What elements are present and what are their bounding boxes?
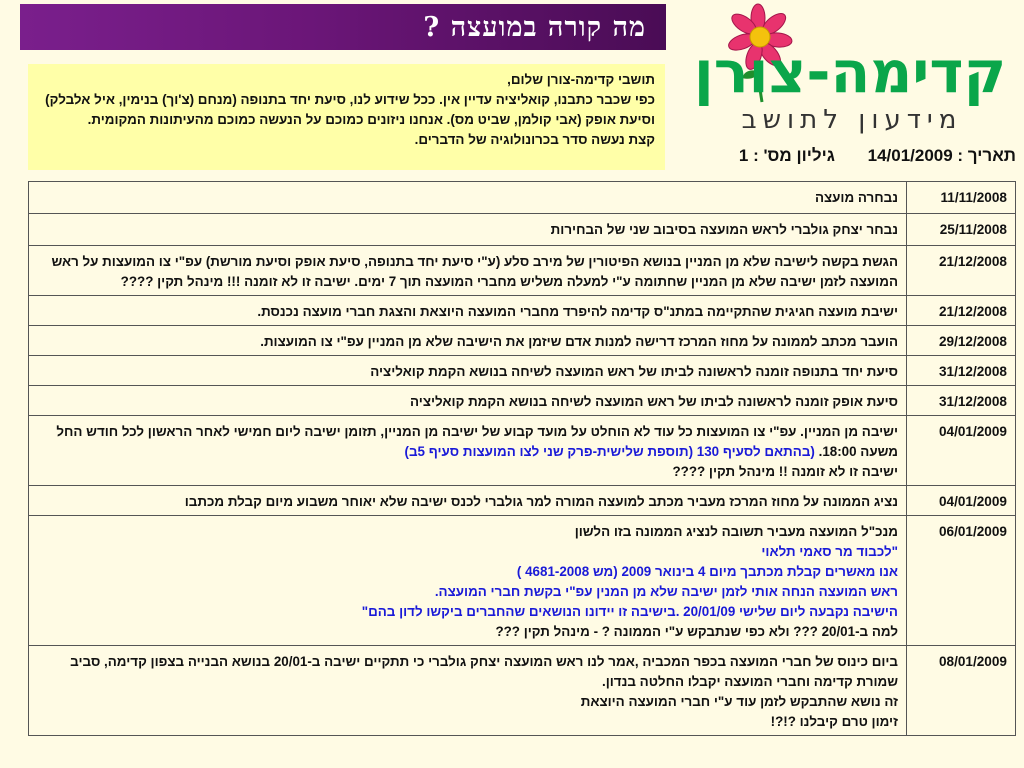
issue-number: גיליון מס' : 1 [738, 146, 835, 165]
row-description [29, 646, 907, 736]
row-text-line: זימון טרם קיבלנו ?!?! [770, 714, 898, 729]
table-row [29, 416, 1016, 486]
row-text-line: אנו מאשרים קבלת מכתבך מיום 4 בינואר 2009 (מש 4681-2008 ) [516, 564, 898, 579]
table-row [29, 246, 1016, 296]
row-date: 11/11/2008 [907, 182, 1016, 214]
row-description [29, 296, 907, 326]
row-text-line: סיעת אופק זומנה לראשונה לביתו של ראש המועצה לשיחה בנושא הקמת קואליציה [410, 394, 898, 409]
logo-subtitle: מידעון לתושב [741, 105, 963, 135]
row-date: 21/12/2008 [907, 246, 1016, 296]
row-description [29, 356, 907, 386]
row-text-line: הועבר מכתב לממונה על מחוז המרכז דרישה למנות אדם שיזמן את הישיבה שלא מן המניין עפ"י צו המועצות. [260, 334, 898, 349]
timeline-table [28, 181, 1016, 736]
row-description [29, 182, 907, 214]
row-date: 29/12/2008 [907, 326, 1016, 356]
row-date: 25/11/2008 [907, 214, 1016, 246]
table-row [29, 214, 1016, 246]
row-description [29, 246, 907, 296]
row-date: 06/01/2009 [907, 516, 1016, 646]
table-row [29, 326, 1016, 356]
intro-line: כפי שכבר כתבנו, קואליציה עדיין אין. ככל שידוע לנו, סיעת יחד בתנופה (מנחם (צ'וך) בנימין, איל אלבלק) וסיעת אופק (אבי קולמן, שביט מס). אנחנו ניזונים כמוכם על הנעשה כמוכם מהעיתונות המקומית. [45, 92, 655, 127]
row-description [29, 516, 907, 646]
logo-name: קדימה-צורן [693, 38, 1007, 106]
intro-box [28, 64, 665, 170]
table-row [29, 296, 1016, 326]
table-row [29, 486, 1016, 516]
row-text-line: הישיבה נקבעה ליום שלישי 20/01/09 .בישיבה זו יידונו הנושאים שהחברים ביקשו לדון בהם" [361, 604, 898, 619]
table-row [29, 516, 1016, 646]
table-row [29, 182, 1016, 214]
row-description [29, 486, 907, 516]
page-title-bar [20, 4, 666, 50]
row-text-line: "לכבוד מר סאמי תלאוי [761, 544, 898, 559]
row-date: 21/12/2008 [907, 296, 1016, 326]
row-text-line: למה ב-20/01 ??? ולא כפי שנתבקש ע"י הממונה ? - מינהל תקין ??? [495, 624, 898, 639]
row-text-line: ישיבת מועצה חגיגית שהתקיימה במתנ"ס קדימה להיפרד מחברי המועצה היוצאת והצגת חברי מועצה נכנסת. [257, 304, 898, 319]
table-row [29, 386, 1016, 416]
row-date: 31/12/2008 [907, 356, 1016, 386]
row-text-line: הגשת בקשה לישיבה שלא מן המניין בנושא הפיטורין של מירב סלע (ע"י סיעת יחד בתנופה, סיעת אופק וסיעת מורשת) עפ"י צו המועצות על ראש המועצה לזמן ישיבה שלא מן המניין שחתומה ע"י למעלה משליש מחברי המועצה תוך 7 ימים. ישיבה זו לא זומנה !!! מינהל תקין ???? [51, 254, 898, 289]
row-text-line: ישיבה זו לא זומנה !! מינהל תקין ???? [672, 464, 898, 479]
intro-line: קצת נעשה סדר בכרונולוגיה של הדברים. [414, 132, 655, 147]
row-date: 04/01/2009 [907, 486, 1016, 516]
row-text-line: נבחר יצחק גולברי לראש המועצה בסיבוב שני של הבחירות [550, 222, 898, 237]
row-text-line: ראש המועצה הנחה אותי לזמן ישיבה שלא מן המנין עפ"י בקשת חברי המועצה. [434, 584, 898, 599]
row-text-line: סיעת יחד בתנופה זומנה לראשונה לביתו של ראש המועצה לשיחה בנושא הקמת קואליציה [370, 364, 898, 379]
intro-line: תושבי קדימה-צורן שלום, [507, 72, 655, 87]
row-text-line: זה נושא שהתבקש לזמן עוד ע"י חברי המועצה היוצאת [580, 694, 898, 709]
logo [680, 2, 1020, 140]
table-row [29, 646, 1016, 736]
row-text-line: נציג הממונה על מחוז המרכז מעביר מכתב למועצה המורה למר גולברי לכנס ישיבה שלא יאוחר משבוע מיום קבלת מכתבו [184, 494, 898, 509]
row-text-line: ביום כינוס של חברי המועצה בכפר המכביה ,אמר לנו ראש המועצה יצחק גולברי כי תתקיים ישיבה ב-20/01 בנושא הבנייה בצפון קדימה, סביב שמורת קדימה וחברי המועצה יקבלו החלטה בנדון. [70, 654, 898, 689]
row-date: 08/01/2009 [907, 646, 1016, 736]
row-text-line: מנכ"ל המועצה מעביר תשובה לנציג הממונה בזו הלשון [574, 524, 898, 539]
row-text-line: ישיבה מן המניין. עפ"י צו המועצות כל עוד לא הוחלט על מועד קבוע של ישיבה מן המניין, תזומן ישיבה ליום חמישי לאחר הראשון לכל חודש החל משעה 18:00. [56, 424, 898, 459]
row-description [29, 386, 907, 416]
row-text-line: (בהתאם לסעיף 130 (תוספת שלישית-פרק שני לצו המועצות סעיף 5ב) [404, 444, 815, 459]
issue-info [680, 146, 1016, 168]
page-title: מה קורה במועצה ? [423, 11, 646, 43]
row-description [29, 214, 907, 246]
issue-date: תאריך : 14/01/2009 [867, 146, 1016, 165]
row-date: 04/01/2009 [907, 416, 1016, 486]
row-date: 31/12/2008 [907, 386, 1016, 416]
row-description [29, 416, 907, 486]
row-text-line: נבחרה מועצה [814, 190, 898, 205]
table-row [29, 356, 1016, 386]
row-description [29, 326, 907, 356]
